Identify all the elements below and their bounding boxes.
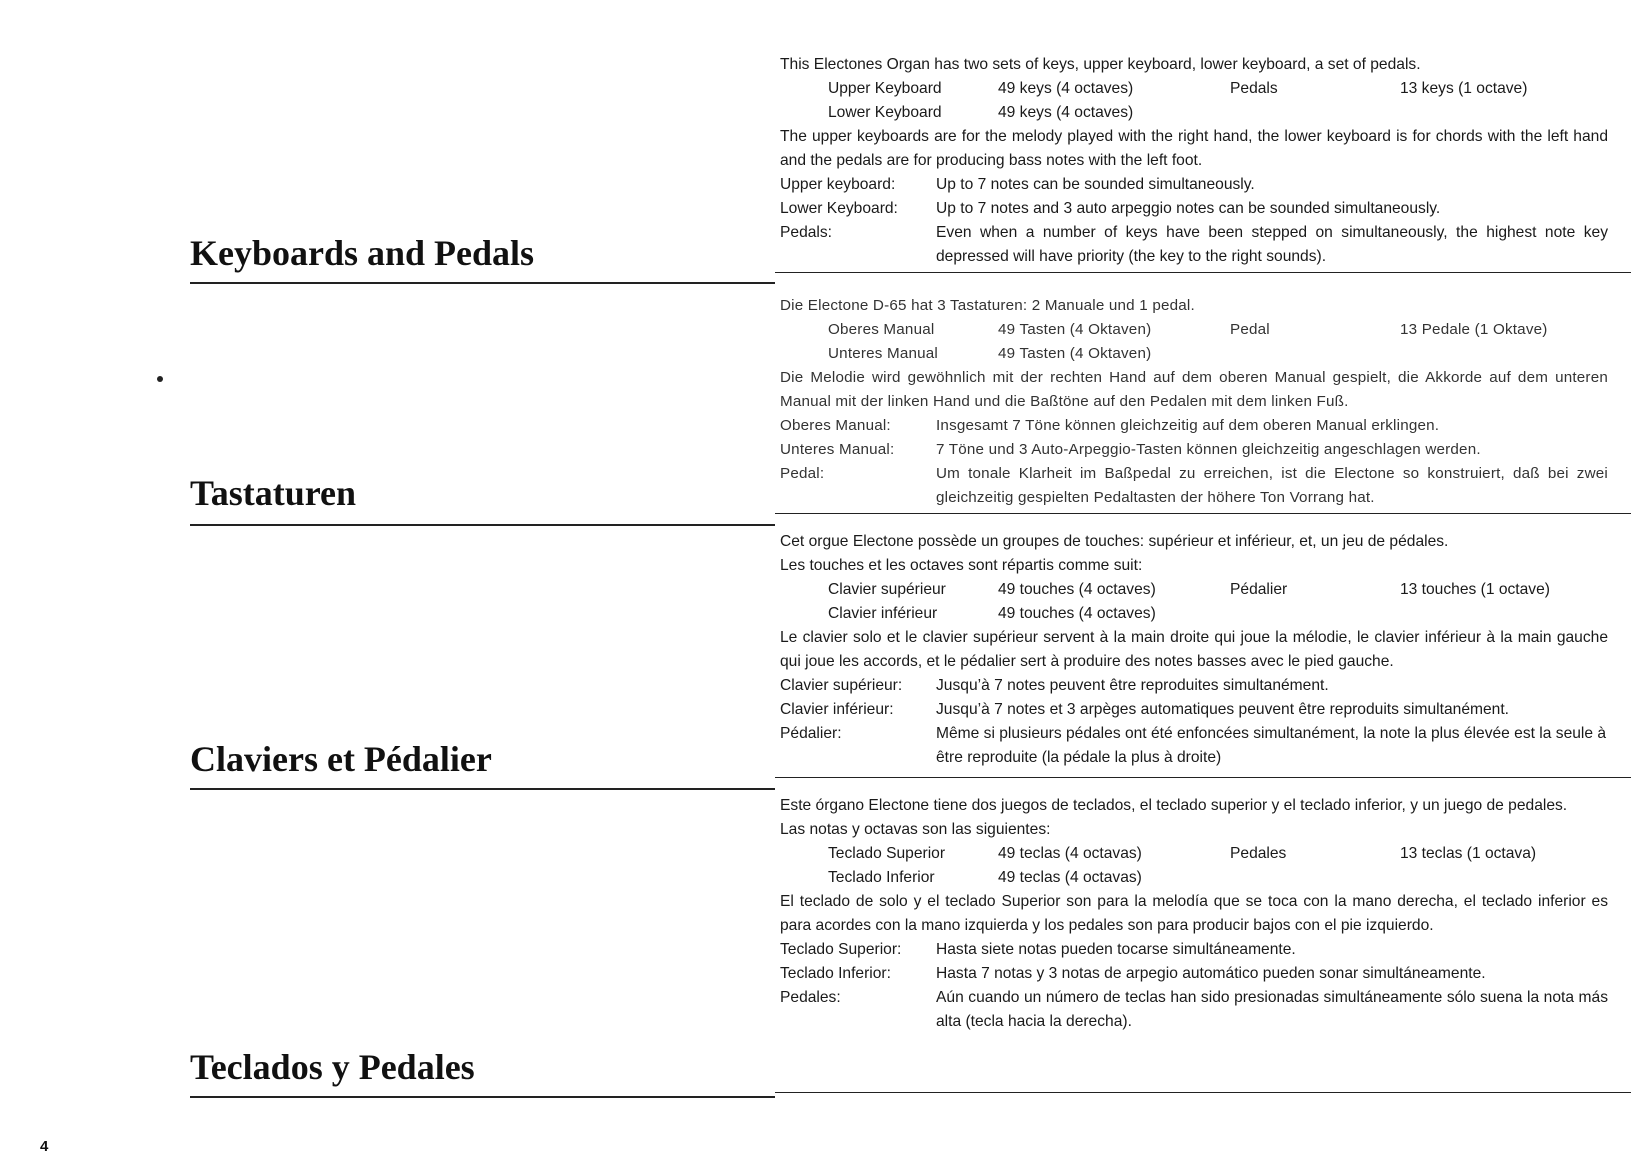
definition-term: Teclado Inferior:: [780, 965, 891, 982]
section-body: [780, 53, 1608, 269]
definition-text: Insgesamt 7 Töne können gleichzeitig auf dem oberen Manual erklingen.: [936, 417, 1440, 434]
spec-row: [780, 318, 1608, 342]
spec-name: Pédalier: [1230, 581, 1288, 598]
definition-row: [780, 962, 1608, 986]
definition-row: [780, 221, 1608, 269]
spec-value: 49 teclas (4 octavas): [998, 845, 1142, 862]
section-body: [780, 794, 1608, 1034]
spec-name: Teclado Inferior: [828, 869, 935, 886]
paragraph-text: Die Melodie wird gewöhnlich mit der rechten Hand auf dem oberen Manual gespielt, die Akkorde auf dem unteren Manual mit der linken Hand und die Baßtöne auf den Pedalen mit dem linken Fuß.: [780, 369, 1608, 410]
spec-value: 49 Tasten (4 Oktaven): [998, 345, 1152, 362]
section-heading: Tastaturen: [190, 473, 357, 513]
section-divider-right: [775, 513, 1631, 514]
paragraph-text: The upper keyboards are for the melody played with the right hand, the lower keyboard is for chords with the left hand and the pedals are for producing bass notes with the left foot.: [780, 128, 1608, 169]
definition-text: Even when a number of keys have been stepped on simultaneously, the highest note key depressed will have priority (the key to the right sounds).: [936, 224, 1608, 265]
definition-text: Hasta 7 notas y 3 notas de arpegio automático pueden sonar simultáneamente.: [936, 965, 1486, 982]
definition-text: Up to 7 notes can be sounded simultaneously.: [936, 176, 1255, 193]
intro-text-secondary: Las notas y octavas son las siguientes:: [780, 821, 1051, 838]
spec-name: Upper Keyboard: [828, 80, 942, 97]
definition-text: Hasta siete notas pueden tocarse simultáneamente.: [936, 941, 1296, 958]
spec-row: [780, 77, 1608, 101]
spec-name: Pedals: [1230, 80, 1278, 97]
definition-row: [780, 986, 1608, 1034]
spec-row: [780, 602, 1608, 626]
spec-name: Pedales: [1230, 845, 1287, 862]
definition-text: Um tonale Klarheit im Baßpedal zu erreichen, ist die Electone so konstruiert, daß bei zwei gleichzeitig gespielten Pedaltasten der höhere Ton Vorrang hat.: [936, 465, 1608, 506]
spec-value: 49 Tasten (4 Oktaven): [998, 321, 1152, 338]
paragraph-text: Le clavier solo et le clavier supérieur servent à la main droite qui joue la mélodie, le clavier inférieur à la main gauche qui joue les accords, et le pédalier sert à produire des notes basses avec le pied gauche.: [780, 629, 1608, 670]
spec-value: 13 Pedale (1 Oktave): [1400, 321, 1548, 338]
section-heading: Keyboards and Pedals: [190, 233, 535, 273]
page-number: 4: [40, 1138, 49, 1155]
spec-row: [780, 578, 1608, 602]
definition-row: [780, 674, 1608, 698]
definition-term: Unteres Manual:: [780, 441, 895, 458]
definition-term: Pédalier:: [780, 725, 842, 742]
definition-text: Aún cuando un número de teclas han sido presionadas simultáneamente sólo suena la nota más alta (tecla hacia la derecha).: [936, 989, 1608, 1030]
definition-row: [780, 462, 1608, 510]
section-divider-right: [775, 272, 1631, 273]
spec-value: 13 touches (1 octave): [1400, 581, 1550, 598]
section-divider-left: [190, 282, 775, 284]
definition-term: Pedales:: [780, 989, 841, 1006]
spec-value: 49 touches (4 octaves): [998, 605, 1156, 622]
definition-text: 7 Töne und 3 Auto-Arpeggio-Tasten können gleichzeitig angeschlagen werden.: [936, 441, 1481, 458]
spec-value: 49 touches (4 octaves): [998, 581, 1156, 598]
definition-text: Up to 7 notes and 3 auto arpeggio notes can be sounded simultaneously.: [936, 200, 1441, 217]
definition-text: Jusqu’à 7 notes et 3 arpèges automatiques peuvent être reproduits simultanément.: [936, 701, 1509, 718]
definition-term: Upper keyboard:: [780, 176, 896, 193]
spec-name: Lower Keyboard: [828, 104, 942, 121]
section-divider-left: [190, 524, 775, 526]
spec-row: [780, 866, 1608, 890]
spec-row: [780, 101, 1608, 125]
margin-dot: [157, 376, 163, 382]
paragraph-text: El teclado de solo y el teclado Superior son para la melodía que se toca con la mano derecha, el teclado inferior es para acordes con la mano izquierda y los pedales son para producir bajos con el pie izquierdo.: [780, 893, 1608, 934]
spec-name: Teclado Superior: [828, 845, 946, 862]
section-body: [780, 530, 1608, 770]
definition-term: Lower Keyboard:: [780, 200, 898, 217]
section-divider-left: [190, 1096, 775, 1098]
spec-name: Oberes Manual: [828, 321, 935, 338]
definition-row: [780, 414, 1608, 438]
spec-name: Clavier inférieur: [828, 605, 938, 622]
definition-row: [780, 173, 1608, 197]
definition-row: [780, 722, 1608, 770]
definition-term: Clavier supérieur:: [780, 677, 903, 694]
definition-term: Pedal:: [780, 465, 825, 482]
definition-row: [780, 438, 1608, 462]
spec-name: Pedal: [1230, 321, 1270, 338]
intro-text-secondary: Les touches et les octaves sont répartis comme suit:: [780, 557, 1143, 574]
definition-text: Même si plusieurs pédales ont été enfoncées simultanément, la note la plus élevée est la seule à être reproduite (la pédale la plus à droite): [936, 725, 1607, 766]
definition-term: Oberes Manual:: [780, 417, 891, 434]
definition-term: Clavier inférieur:: [780, 701, 894, 718]
definition-text: Jusqu’à 7 notes peuvent être reproduites simultanément.: [936, 677, 1329, 694]
spec-row: [780, 342, 1608, 366]
definition-row: [780, 698, 1608, 722]
spec-name: Unteres Manual: [828, 345, 939, 362]
section-divider-right: [775, 1092, 1631, 1093]
section-heading: Claviers et Pédalier: [190, 739, 492, 779]
section-body: [780, 294, 1608, 510]
section-divider-left: [190, 788, 775, 790]
spec-value: 13 teclas (1 octava): [1400, 845, 1537, 862]
intro-text: Die Electone D-65 hat 3 Tastaturen: 2 Manuale und 1 pedal.: [780, 297, 1195, 314]
section-heading: Teclados y Pedales: [190, 1047, 475, 1087]
section-divider-right: [775, 777, 1631, 778]
spec-value: 49 teclas (4 octavas): [998, 869, 1142, 886]
definition-row: [780, 938, 1608, 962]
intro-text: Cet orgue Electone possède un groupes de touches: supérieur et inférieur, et, un jeu de pédales.: [780, 533, 1449, 550]
intro-text: Este órgano Electone tiene dos juegos de teclados, el teclado superior y el teclado inferior, y un juego de pedales.: [780, 797, 1568, 814]
spec-value: 13 keys (1 octave): [1400, 80, 1528, 97]
definition-row: [780, 197, 1608, 221]
definition-term: Teclado Superior:: [780, 941, 902, 958]
spec-value: 49 keys (4 octaves): [998, 104, 1134, 121]
spec-row: [780, 842, 1608, 866]
intro-text: This Electones Organ has two sets of keys, upper keyboard, lower keyboard, a set of pedals.: [780, 56, 1421, 73]
spec-name: Clavier supérieur: [828, 581, 946, 598]
spec-value: 49 keys (4 octaves): [998, 80, 1134, 97]
definition-term: Pedals:: [780, 224, 833, 241]
